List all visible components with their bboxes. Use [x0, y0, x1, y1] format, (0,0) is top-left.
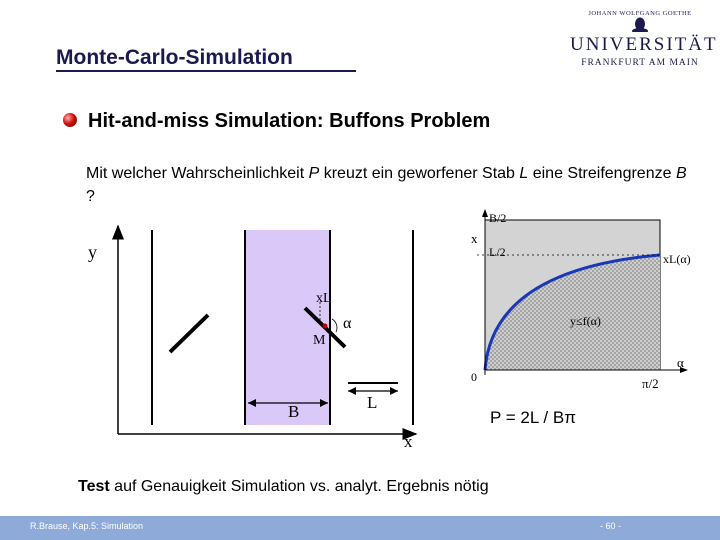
M-label: M	[313, 333, 326, 348]
logo-sub-text: FRANKFURT AM MAIN	[581, 58, 699, 68]
x-axis-label: x	[404, 432, 413, 450]
logo-small-text: JOHANN WOLFGANG GOETHE	[588, 10, 692, 17]
goethe-portrait-icon	[630, 16, 650, 32]
logo-main-text: UNIVERSITÄT	[570, 34, 718, 55]
question-text: Mit welcher Wahrscheinlichkeit P kreuzt ein geworfener Stab L eine Streifengrenze B ?	[86, 165, 687, 205]
needle	[170, 315, 208, 352]
slide-heading: Hit-and-miss Simulation: Buffons Problem	[88, 110, 491, 132]
needle-midpoint	[323, 324, 328, 329]
alpha-label: α	[343, 315, 352, 332]
angle-arc	[332, 319, 337, 332]
alpha-axis-label: α	[677, 355, 684, 370]
B-label: B	[288, 402, 300, 421]
xL-label: xL	[316, 291, 332, 306]
xL-alpha-label: xL(α)	[663, 252, 691, 266]
pi2-label: π/2	[642, 376, 659, 390]
y-axis-label: y	[88, 242, 97, 262]
region-label: y≤f(α)	[570, 314, 601, 328]
strip-region	[245, 230, 330, 425]
origin-label: 0	[471, 370, 477, 384]
slide-title: Monte-Carlo-Simulation	[56, 46, 293, 69]
L2-label: L/2	[489, 245, 506, 259]
bullet-icon	[63, 113, 77, 127]
university-logo	[570, 8, 718, 70]
conclusion-text: Test auf Genauigkeit Simulation vs. analyt. Ergebnis nötig	[78, 478, 489, 495]
buffon-needle-diagram	[80, 220, 420, 450]
title-underline	[56, 70, 356, 72]
page-number: - 60 -	[600, 521, 622, 531]
L-label: L	[367, 393, 378, 412]
plot-x-label: x	[471, 231, 478, 246]
probability-formula: P = 2L / Bπ	[490, 408, 576, 427]
hit-and-miss-plot	[455, 205, 695, 390]
footer-author: R.Brause, Kap.5: Simulation	[30, 521, 144, 531]
B2-label: B/2	[489, 211, 507, 225]
